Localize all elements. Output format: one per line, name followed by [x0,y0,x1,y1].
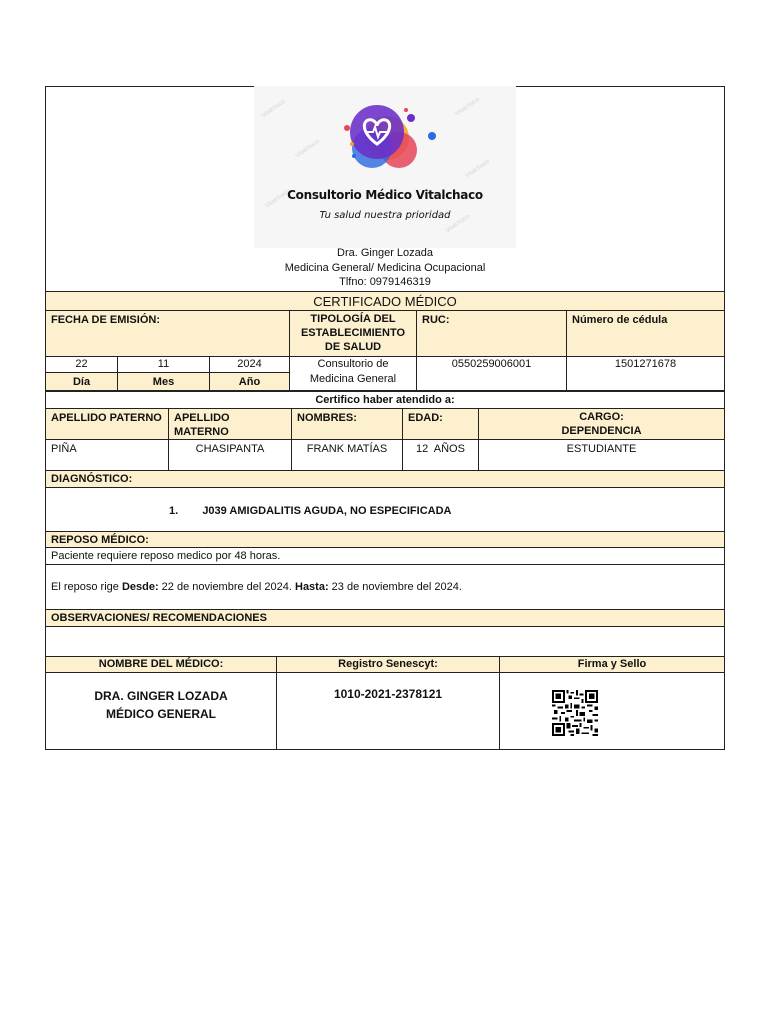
heart-logo-icon [254,86,516,186]
observations-content [46,627,724,657]
clinic-phone: Tlfno: 0979146319 [339,276,431,288]
rest-hasta-label: Hasta: [295,581,329,593]
signature-area [500,673,724,749]
nombres-value: FRANK MATÍAS [292,440,403,471]
emission-month: 11 [118,357,210,373]
diagnosis-label: DIAGNÓSTICO: [46,471,724,488]
rest-label: REPOSO MÉDICO: [46,532,724,548]
qr-code-icon [551,690,599,736]
apellido-materno-value: CHASIPANTA [169,440,292,471]
edad-value: 12 AÑOS [403,440,479,471]
ruc-label: RUC: [417,311,567,357]
cedula-label: Número de cédula [567,311,724,357]
cargo-label: CARGO: DEPENDENCIA [479,409,724,440]
rest-hasta-value: 23 de noviembre del 2024. [328,581,462,593]
attended-heading: Certifico haber atendido a: [46,392,724,409]
month-label: Mes [118,373,210,391]
apellido-paterno-value: PIÑA [46,440,169,471]
doctor-name-label: NOMBRE DEL MÉDICO: [46,657,277,673]
diagnosis-item [46,488,724,532]
certificate-title: CERTIFICADO MÉDICO [46,292,724,311]
nombres-label: NOMBRES: [292,409,403,440]
observations-label: OBSERVACIONES/ RECOMENDACIONES [46,610,724,627]
rest-text: Paciente requiere reposo medico por 48 horas. [46,548,724,565]
cargo-value: ESTUDIANTE [479,440,724,471]
doctor-name: DRA. GINGER LOZADA [94,689,228,703]
rest-desde-value: 22 de noviembre del 2024. [158,581,295,593]
emission-day: 22 [46,357,118,373]
clinic-slogan: Tu salud nuestra prioridad [319,210,451,221]
rest-intro: El reposo rige [51,581,122,593]
year-label: Año [210,373,290,391]
apellido-paterno-label: APELLIDO PATERNO [46,409,169,440]
tipologia-value: Consultorio de Medicina General [290,357,417,391]
registro-label: Registro Senescyt: [277,657,500,673]
day-label: Día [46,373,118,391]
apellido-materno-label: APELLIDO MATERNO [169,409,292,440]
emission-year: 2024 [210,357,290,373]
fecha-emision-label: FECHA DE EMISIÓN: [46,311,290,357]
edad-label: EDAD: [403,409,479,440]
rest-period [46,565,724,610]
ruc-value: 0550259006001 [417,357,567,391]
doctor-specialty: Medicina General/ Medicina Ocupacional [284,262,486,274]
cedula-value: 1501271678 [567,357,724,391]
tipologia-label: TIPOLOGÍA DEL ESTABLECIMIENTO DE SALUD [290,311,417,357]
clinic-name: Consultorio Médico Vitalchaco [287,188,483,202]
registro-value: 1010-2021-2378121 [277,673,500,749]
clinic-logo: Vitalchaco Vitalchaco Vitalchaco Vitalchaco Vitalchaco Vitalchaco Consultorio Médico Vitalchaco Tu salud nuestra prioridad [254,86,516,248]
doctor-title: MÉDICO GENERAL [105,707,216,721]
doctor-signature-name [46,673,277,749]
doctor-header-name: Dra. Ginger Lozada [337,247,433,259]
firma-label: Firma y Sello [500,657,724,673]
diagnosis-text: J039 AMIGDALITIS AGUDA, NO ESPECIFICADA [202,505,452,517]
diagnosis-number: 1. [169,505,179,517]
rest-desde-label: Desde: [121,581,159,593]
